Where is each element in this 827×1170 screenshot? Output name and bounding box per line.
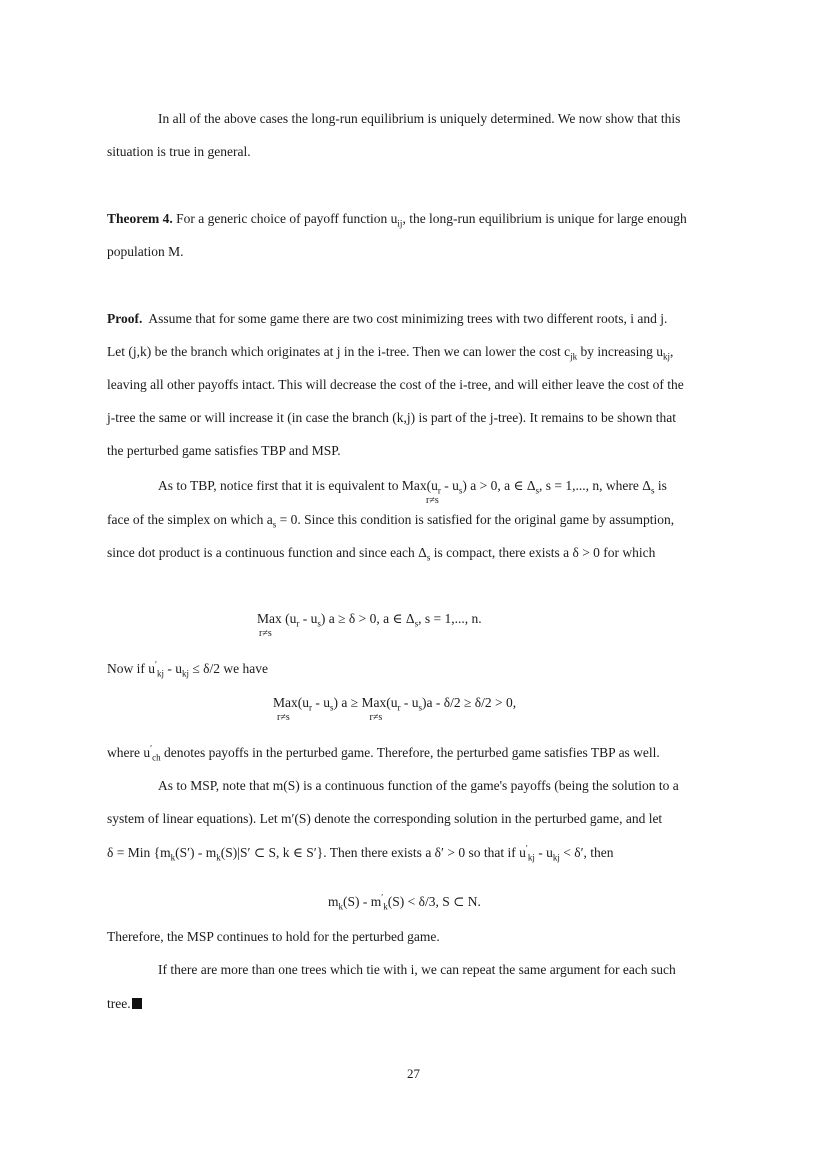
proof-line-5: the perturbed game satisfies TBP and MSP.	[107, 443, 341, 458]
nowif-kj-2: kj	[181, 668, 189, 679]
eq2-a: Max(u	[273, 695, 309, 710]
sub-kj: kj	[662, 351, 670, 362]
msp-kj-2: kj	[552, 852, 560, 863]
eq1-sub-s: s	[317, 618, 321, 629]
msp-3b: (S′) - m	[175, 845, 217, 860]
sub-jk: jk	[570, 351, 578, 362]
eq2-c: )a - δ/2 ≥ δ/2 > 0,	[422, 695, 517, 710]
tbp-line-3	[107, 545, 655, 561]
msp-line-2: system of linear equations). Let m′(S) denote the corresponding solution in the perturbed game, and let	[107, 811, 663, 826]
sub-s-5: s	[426, 552, 431, 563]
msp-3d: - u	[534, 845, 553, 860]
tbp-text-2a: face of the simplex on which a	[107, 512, 273, 527]
tbp-minus: - u	[440, 478, 459, 493]
msp-3c: (S)|S′ ⊂ S, k ∈ S′}. Then there exists a δ′ > 0 so that if u	[220, 845, 526, 860]
msp-3a: δ = Min {m	[107, 845, 171, 860]
eq1-max	[257, 611, 297, 639]
tbp-text-1d: is	[654, 478, 667, 493]
proof-text-2b: by increasing u	[577, 344, 663, 359]
tbp-text-1a: As to TBP, notice first that it is equivalent to Max(u	[158, 478, 438, 493]
eq1-under: r≠s	[259, 628, 272, 639]
tbp-text-1b: ) a > 0, a ∈ Δ	[462, 478, 536, 493]
sub-s: s	[458, 485, 463, 496]
theorem-line-1	[107, 211, 687, 227]
equation-2	[273, 695, 517, 723]
eq2-under-1: r≠s	[277, 712, 290, 723]
msp-line-1: As to MSP, note that m(S) is a continuous function of the game's payoffs (being the solution to a	[158, 778, 679, 793]
paragraph-1-line-1: In all of the above cases the long-run equilibrium is uniquely determined. We now show that this	[158, 111, 681, 126]
proof-line-3: leaving all other payoffs intact. This will decrease the cost of the i-tree, and will either leave the cost of the	[107, 377, 684, 392]
nowif-a: Now if u	[107, 661, 155, 676]
proof-text-1: Assume that for some game there are two cost minimizing trees with two different roots, i and j.	[148, 311, 668, 326]
tbp-text-1c: , s = 1,..., n, where Δ	[539, 478, 651, 493]
paragraph-1-line-2: situation is true in general.	[107, 144, 251, 159]
final-line-2	[107, 996, 142, 1012]
proof-line-1	[107, 311, 667, 327]
eq2-max-2	[333, 695, 398, 723]
where-line	[107, 745, 660, 761]
eq1-text-a: Max (u	[257, 611, 297, 626]
theorem-sub: ij	[397, 218, 403, 229]
eq3-a: m	[328, 894, 339, 909]
eq1-sub-r: r	[296, 618, 300, 629]
eq1-text-c: , s = 1,..., n.	[418, 611, 482, 626]
where-a: where u	[107, 745, 151, 760]
theorem-text-2: , the long-run equilibrium is unique for large enough	[402, 211, 687, 226]
tbp-under-rs: r≠s	[426, 495, 439, 506]
tbp-max-expr	[158, 478, 463, 506]
tbp-text-3a: since dot product is a continuous function and since each Δ	[107, 545, 427, 560]
proof-text-2c: ,	[669, 344, 674, 359]
sub-s-2: s	[535, 485, 540, 496]
sub-s-3: s	[650, 485, 655, 496]
sub-s-4: s	[272, 519, 277, 530]
proof-line-4: j-tree the same or will increase it (in case the branch (k,j) is part of the j-tree). It remains to be shown that	[107, 410, 677, 425]
nowif-b: - u	[163, 661, 182, 676]
msp-kj: kj	[527, 852, 535, 863]
eq2-sub-s-2: s	[418, 702, 423, 713]
eq3-c: (S) < δ/3, S ⊂ N.	[387, 894, 481, 909]
theorem-line-2: population M.	[107, 244, 184, 259]
eq3-k: k	[338, 901, 344, 912]
tbp-text-3b: is compact, there exists a δ > 0 for which	[430, 545, 656, 560]
where-prime: ′	[150, 743, 153, 754]
nowif-prime: ′	[155, 659, 157, 670]
theorem-text: For a generic choice of payoff function u	[176, 211, 398, 226]
nowif-kj: kj	[156, 668, 164, 679]
eq2-sub-r: r	[309, 702, 312, 713]
equation-1	[257, 611, 482, 639]
eq3-b: (S) - m	[343, 894, 382, 909]
tbp-line-1	[158, 478, 667, 506]
eq2-sub-s: s	[330, 702, 334, 713]
eq1-minus: - u	[299, 611, 318, 626]
eq3-k-2: k	[383, 901, 388, 912]
msp-3e: < δ′, then	[559, 845, 614, 860]
eq2-max-1	[273, 695, 309, 723]
where-b: denotes payoffs in the perturbed game. Therefore, the perturbed game satisfies TBP as well.	[160, 745, 660, 760]
msp-prime: ′	[525, 843, 528, 854]
equation-3	[328, 894, 481, 910]
page-number: 27	[407, 1066, 420, 1081]
where-ch: ch	[152, 752, 161, 763]
eq1-text-b: ) a ≥ δ > 0, a ∈ Δ	[320, 611, 415, 626]
now-if-line	[107, 661, 268, 677]
proof-text-2a: Let (j,k) be the branch which originates at j in the i-tree. Then we can lower the cost c	[107, 344, 571, 359]
eq3-prime: ′	[381, 892, 384, 903]
final-line-1: If there are more than one trees which tie with i, we can repeat the same argument for each such	[158, 962, 676, 977]
msp-line-3	[107, 845, 614, 861]
eq2-b: ) a ≥ Max(u	[333, 695, 398, 710]
theorem-label: Theorem 4.	[107, 211, 173, 226]
tbp-line-2	[107, 512, 674, 528]
msp-k-2: k	[216, 852, 221, 863]
eq1-sub-s-2: s	[414, 618, 419, 629]
nowif-c: ≤ δ/2 we have	[189, 661, 268, 676]
sub-r: r	[437, 485, 441, 496]
eq2-sub-r-2: r	[397, 702, 401, 713]
proof-line-2	[107, 344, 673, 360]
msp-k: k	[170, 852, 176, 863]
eq2-minus: - u	[312, 695, 330, 710]
eq2-minus-2: - u	[400, 695, 419, 710]
qed-icon	[132, 998, 142, 1009]
therefore-line: Therefore, the MSP continues to hold for the perturbed game.	[107, 929, 440, 944]
proof-label: Proof.	[107, 311, 143, 326]
tbp-text-2b: = 0. Since this condition is satisfied for the original game by assumption,	[276, 512, 675, 527]
final-text-2: tree.	[107, 996, 131, 1011]
eq2-under-2: r≠s	[369, 712, 383, 723]
